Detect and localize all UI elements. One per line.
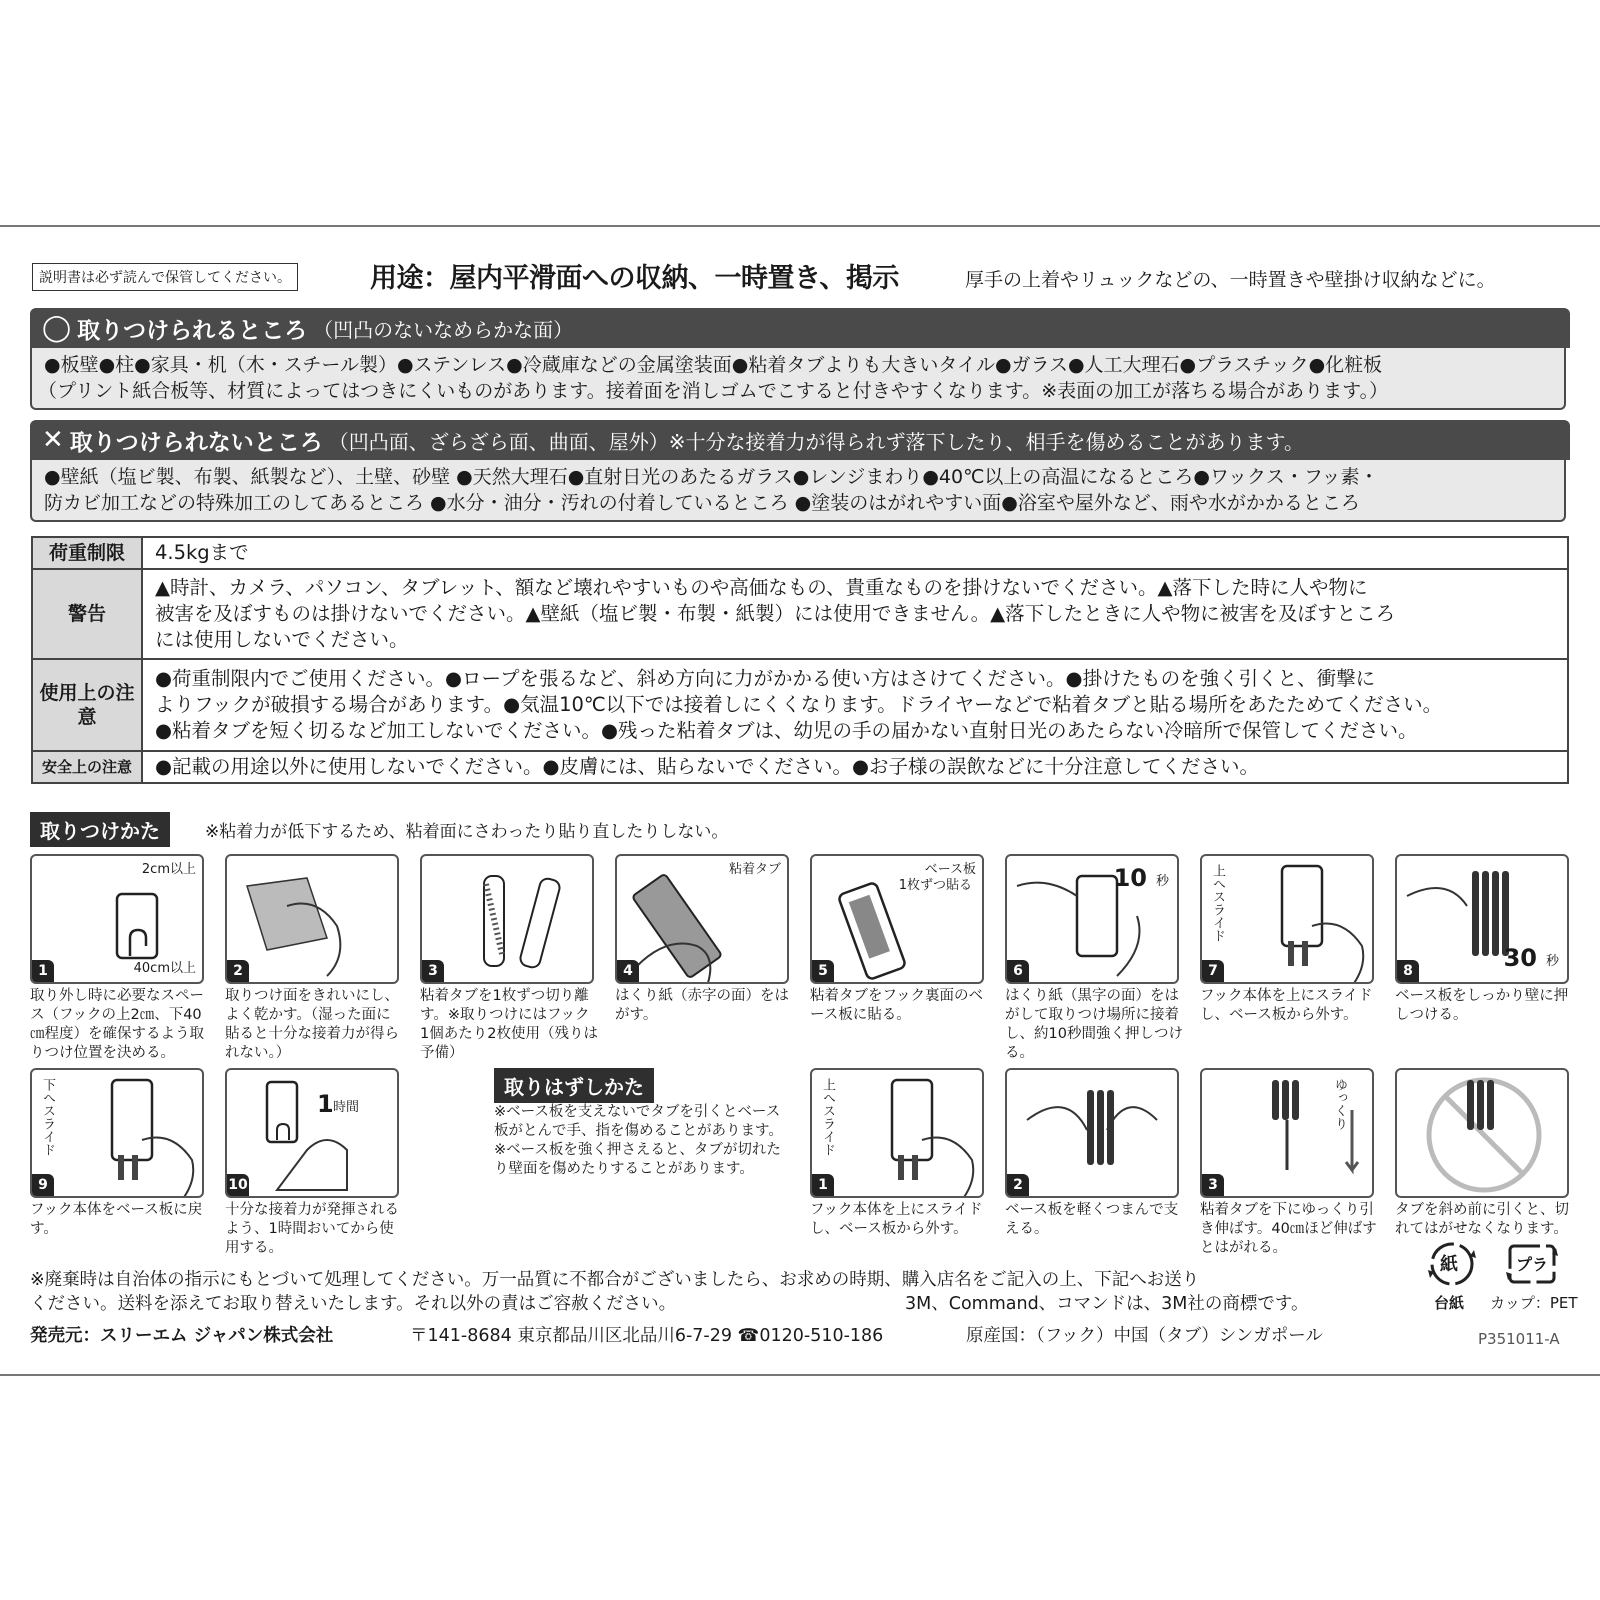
- product-code: P351011-A: [1478, 1330, 1560, 1348]
- install-step-4-illustration: [615, 854, 789, 984]
- purpose-subtitle: 厚手の上着やリュックなどの、一時置きや壁掛け収納などに。: [965, 269, 1496, 291]
- remove-step-4-caption: タブを斜め前に引くと、切れてはがせなくなります。: [1395, 1202, 1569, 1237]
- remove-step-3-illustration: [1200, 1068, 1374, 1198]
- install-step-number: 9: [32, 1174, 54, 1196]
- safety-value: ●記載の用途以外に使用しないでください。●皮膚には、貼らないでください。●お子様の誤飲などに十分注意してください。: [142, 751, 1568, 783]
- install-step-10-illustration: [225, 1068, 399, 1198]
- paper-recycle-mark: 紙: [1440, 1254, 1458, 1275]
- remove-step-2-caption: ベース板を軽くつまんで支える。: [1005, 1202, 1179, 1237]
- install-step-number: 5: [812, 960, 834, 982]
- read-manual-note: 説明書は必ず読んで保管してください。: [32, 263, 298, 291]
- address: 〒141-8684 東京都品川区北品川6-7-29 ☎0120-510-186: [410, 1326, 884, 1346]
- install-step-5-illustration: [810, 854, 984, 984]
- install-step-6-illustration: [1005, 854, 1179, 984]
- ok-section-title: 取りつけられるところ: [77, 317, 308, 344]
- install-step-inner-label-2: 40cm以上: [133, 961, 196, 976]
- install-step-8-illustration: [1395, 854, 1569, 984]
- install-step-1-caption: 取り外し時に必要なスペース（フックの上2㎝、下40㎝程度）を確保するよう取りつけ位置を決める。: [30, 988, 204, 1061]
- disposal-line-2: ください。送料を添えてお取り替えいたします。それ以外の責はご容赦ください。: [30, 1294, 677, 1314]
- install-step-inner-label: 粘着タブ: [728, 862, 781, 877]
- install-step-inner-label: 2cm以上: [141, 862, 196, 877]
- ok-line-1: ●板壁●柱●家具・机（木・スチール製）●ステンレス●冷蔵庫などの金属塗装面●粘着タブよりも大きいタイル●ガラス●人工大理石●プラスチック●化粧板: [44, 354, 1383, 376]
- install-step-3-caption: 粘着タブを1枚ずつ切り離す。※取りつけにはフック1個あたり2枚使用（残りは予備）: [420, 988, 598, 1061]
- remove-step-number: 3: [1202, 1174, 1224, 1196]
- ok-section-panel: [30, 348, 1566, 410]
- install-step-number: 10: [227, 1174, 249, 1196]
- plastic-recycle-mark: プラ: [1516, 1255, 1549, 1274]
- install-note: ※粘着力が低下するため、粘着面にさわったり貼り直したりしない。: [205, 822, 729, 842]
- install-step-inner-label-2: 時間: [333, 1100, 360, 1115]
- trademark-note: 3M、Command、コマンドは、3M社の商標です。: [905, 1294, 1309, 1314]
- remove-step-1-caption: フック本体を上にスライドし、ベース板から外す。: [810, 1202, 983, 1237]
- install-step-inner-label: ベース板: [924, 862, 976, 877]
- install-step-2-illustration: [225, 854, 399, 984]
- install-step-1-illustration: [30, 854, 204, 984]
- remove-step-2-illustration: [1005, 1068, 1179, 1198]
- plastic-recycle-label: カップ：PET: [1490, 1294, 1578, 1312]
- install-step-inner-label-2: 秒: [1545, 954, 1559, 969]
- ok-section-header: [30, 308, 1570, 348]
- install-step-9-illustration: [30, 1068, 204, 1198]
- ng-section-panel: [30, 460, 1566, 522]
- install-step-6-caption: はくり紙（黒字の面）をはがして取りつけ場所に接着し、約10秒間強く押しつける。: [1005, 988, 1183, 1061]
- install-step-2-caption: 取りつけ面をきれいにし、よく乾かす。（湿った面に貼ると十分な接着力が得られない。）: [225, 988, 399, 1061]
- install-step-inner-label: 1: [317, 1090, 334, 1118]
- remove-label: 取りはずしかた: [494, 1068, 654, 1103]
- ng-section-header: [30, 420, 1570, 460]
- install-step-number: 6: [1007, 960, 1029, 982]
- install-step-inner-label: 10: [1113, 864, 1147, 892]
- install-label: 取りつけかた: [30, 812, 170, 847]
- install-step-number: 4: [617, 960, 639, 982]
- ok-section-subtitle: （凹凸のないなめらかな面）: [313, 317, 574, 342]
- usage-line-3: ●粘着タブを短く切るなど加工しないでください。●残った粘着タブは、幼児の手の届かない直射日光のあたらない冷暗所で保管してください。: [155, 719, 1418, 742]
- install-step-8-caption: ベース板をしっかり壁に押しつける。: [1395, 988, 1569, 1023]
- remove-step-number: 1: [812, 1174, 834, 1196]
- plastic-recycle-icon: [1502, 1240, 1562, 1290]
- install-step-7-illustration: [1200, 854, 1374, 984]
- remove-step-3-caption: 粘着タブを下にゆっくり引き伸ばす。40㎝ほど伸ばすとはがれる。: [1200, 1202, 1377, 1256]
- warning-line-3: には使用しないでください。: [155, 628, 409, 651]
- install-step-inner-label: 下へスライド: [40, 1078, 55, 1156]
- remove-step-inner-label: ゆっくり: [1332, 1078, 1347, 1130]
- disposal-line-1: ※廃棄時は自治体の指示にもとづいて処理してください。万一品質に不都合がございましたら、お求めの時期、購入店名をご記入の上、下記へお送り: [30, 1270, 1200, 1290]
- ok-line-2: （プリント紙合板等、材質によってはつきにくいものがあります。接着面を消しゴムでこすると付きやすくなります。※表面の加工が落ちる場合があります。）: [38, 380, 1389, 402]
- install-step-3-illustration: [420, 854, 594, 984]
- warning-line-1: ▲時計、カメラ、パソコン、タブレット、額など壊れやすいものや高価なもの、貴重なものを掛けないでください。▲落下した時に人や物に: [155, 576, 1368, 599]
- warning-label: 警告: [32, 569, 142, 659]
- usage-line-1: ●荷重制限内でご使用ください。●ロープを張るなど、斜め方向に力がかかる使い方はさけてください。●掛けたものを強く引くと、衝撃に: [155, 667, 1376, 690]
- usage-text: [142, 659, 1568, 751]
- remove-step-1-illustration: [810, 1068, 984, 1198]
- paper-recycle-label: 台紙: [1434, 1294, 1465, 1312]
- install-step-5-caption: 粘着タブをフック裏面のベース板に貼る。: [810, 988, 983, 1023]
- install-step-9-caption: フック本体をベース板に戻す。: [30, 1202, 203, 1237]
- ng-section-subtitle: （凹凸面、ざらざら面、曲面、屋外）※十分な接着力が得られず落下したり、相手を傷めることがあります。: [328, 429, 1304, 454]
- warning-line-2: 被害を及ぼすものは掛けないでください。▲壁紙（塩ビ製・布製・紙製）には使用できません。▲落下したときに人や物に被害を及ぼすところ: [155, 602, 1396, 625]
- remove-step-inner-label: 上へスライド: [820, 1078, 835, 1156]
- ng-line-2: 防カビ加工などの特殊加工のしてあるところ ●水分・油分・汚れの付着しているところ ●塗装のはがれやすい面●浴室や屋外など、雨や水がかかるところ: [44, 492, 1360, 514]
- origin: 原産国：（フック）中国（タブ）シンガポール: [966, 1326, 1323, 1346]
- install-step-inner-label-2: 1枚ずつ貼る: [898, 878, 972, 893]
- remove-warning: ※ベース板を支えないでタブを引くとベース板がとんで手、指を傷めることがあります。※ベース板を強く押さえると、タブが切れたり壁面を傷めたりすることがあります。: [494, 1104, 783, 1177]
- install-step-number: 3: [422, 960, 444, 982]
- cross-icon: ✕: [42, 425, 64, 455]
- ng-section-title: 取りつけられないところ: [69, 429, 323, 456]
- usage-label: 使用上の注意: [32, 659, 142, 751]
- load-value: 4.5kgまで: [142, 537, 1568, 569]
- install-step-number: 2: [227, 960, 249, 982]
- top-rule: [0, 225, 1600, 227]
- paper-recycle-icon: [1422, 1240, 1482, 1290]
- install-step-inner-label-2: 秒: [1155, 874, 1169, 889]
- circle-icon: ◯: [42, 313, 72, 343]
- seller: 発売元：スリーエム ジャパン株式会社: [30, 1326, 334, 1346]
- load-label: 荷重制限: [32, 537, 142, 569]
- purpose-title: 用途：屋内平滑面への収納、一時置き、掲示: [370, 263, 899, 294]
- remove-step-number: 2: [1007, 1174, 1029, 1196]
- install-step-number: 8: [1397, 960, 1419, 982]
- usage-line-2: よりフックが破損する場合があります。●気温10℃以下では接着しにくくなります。ドライヤーなどで粘着タブと貼る場所をあたためてください。: [155, 693, 1443, 716]
- warning-text: [142, 569, 1568, 659]
- install-step-inner-label: 30: [1503, 944, 1537, 972]
- safety-label: 安全上の注意: [32, 751, 142, 783]
- install-step-number: 1: [32, 960, 54, 982]
- bottom-rule: [0, 1374, 1600, 1376]
- remove-step-4-illustration: [1395, 1068, 1569, 1198]
- install-step-4-caption: はくり紙（赤字の面）をはがす。: [615, 988, 789, 1023]
- ng-line-1: ●壁紙（塩ビ製、布製、紙製など）、土壁、砂壁 ●天然大理石●直射日光のあたるガラス●レンジまわり●40℃以上の高温になるところ●ワックス・フッ素・: [44, 466, 1379, 488]
- install-step-10-caption: 十分な接着力が発揮されるよう、1時間おいてから使用する。: [225, 1202, 399, 1256]
- install-step-7-caption: フック本体を上にスライドし、ベース板から外す。: [1200, 988, 1373, 1023]
- spec-table: [31, 536, 1569, 784]
- install-step-number: 7: [1202, 960, 1224, 982]
- install-step-inner-label: 上へスライド: [1210, 864, 1225, 942]
